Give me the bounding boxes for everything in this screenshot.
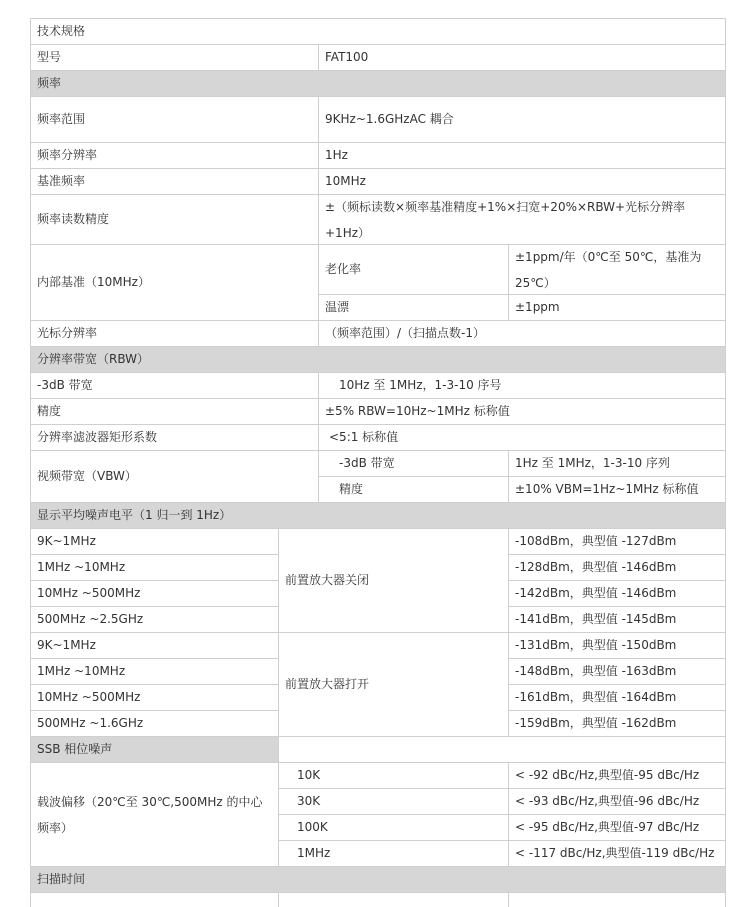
row-label: 频率分辨率 xyxy=(37,148,98,162)
row-label: 10MHz ~500MHz xyxy=(37,586,141,600)
row-label: 光标分辨率 xyxy=(37,326,98,340)
row-sublabel: -3dB 带宽 xyxy=(339,456,395,470)
grid-line xyxy=(725,788,726,814)
row-value: -142dBm，典型值 -146dBm xyxy=(515,586,677,600)
row-value: -131dBm，典型值 -150dBm xyxy=(515,638,677,652)
grid-line xyxy=(725,424,726,450)
grid-line xyxy=(725,840,726,866)
grid-line xyxy=(725,96,726,142)
row-sublabel: 老化率 xyxy=(325,262,362,276)
grid-line xyxy=(725,70,726,96)
row-value: ±5% RBW=10Hz~1MHz 标称值 xyxy=(325,404,510,418)
row-value: 10MHz xyxy=(325,174,366,188)
row-value: （频率范围）/（扫描点数-1） xyxy=(325,326,486,340)
row-sublabel: 10K xyxy=(297,768,321,782)
grid-line xyxy=(725,528,726,554)
row-value: < -93 dBc/Hz,典型值-96 dBc/Hz xyxy=(515,794,700,808)
grid-line xyxy=(725,554,726,580)
grid-line xyxy=(725,580,726,606)
grid-line xyxy=(725,658,726,684)
grid-line xyxy=(725,736,726,762)
row-sublabel: 1MHz xyxy=(297,846,331,860)
grid-line xyxy=(725,372,726,398)
row-value: ±（频标读数×频率基准精度+1%×扫宽+20%×RBW+光标分辨率+1Hz） xyxy=(325,199,686,240)
row-value: ±1ppm/年（0℃至 50℃，基准为 25℃） xyxy=(515,249,702,290)
row-label: 9K~1MHz xyxy=(37,638,96,652)
row-value: < -92 dBc/Hz,典型值-95 dBc/Hz xyxy=(515,768,700,782)
row-label: 频率范围 xyxy=(37,112,86,126)
grid-line xyxy=(725,294,726,320)
row-value: 1Hz xyxy=(325,148,348,162)
grid-line xyxy=(725,450,726,476)
row-label: 频率读数精度 xyxy=(37,212,110,226)
grid-line xyxy=(725,762,726,788)
spec-title: 技术规格 xyxy=(37,24,86,38)
row-label: 视频带宽（VBW） xyxy=(37,469,137,483)
grid-line xyxy=(725,44,726,70)
grid-line xyxy=(725,684,726,710)
section-header: 扫描时间 xyxy=(31,867,725,892)
grid-line xyxy=(725,892,726,907)
row-value: < -95 dBc/Hz,典型值-97 dBc/Hz xyxy=(515,820,700,834)
grid-line xyxy=(725,320,726,346)
row-value: 9KHz~1.6GHzAC 耦合 xyxy=(325,112,454,126)
section-header: 显示平均噪声电平（1 归一到 1Hz） xyxy=(31,503,725,528)
row-label: 9K~1MHz xyxy=(37,534,96,548)
row-value: -161dBm，典型值 -164dBm xyxy=(515,690,677,704)
row-value: <5:1 标称值 xyxy=(329,430,399,444)
grid-line xyxy=(30,892,726,893)
row-label: 1MHz ~10MHz xyxy=(37,664,126,678)
row-value: 1Hz 至 1MHz，1-3-10 序列 xyxy=(515,456,670,470)
grid-line xyxy=(725,502,726,528)
row-sublabel: 100K xyxy=(297,820,328,834)
section-header: 分辨率带宽（RBW） xyxy=(31,347,725,372)
section-header: 频率 xyxy=(31,71,725,96)
row-value: ±1ppm xyxy=(515,300,560,314)
row-label: 内部基准（10MHz） xyxy=(37,275,150,289)
row-label: 型号 xyxy=(37,50,62,64)
blank-cell xyxy=(279,737,725,762)
row-sublabel: 前置放大器打开 xyxy=(285,677,370,691)
row-label: 1MHz ~10MHz xyxy=(37,560,126,574)
row-label: 500MHz ~1.6GHz xyxy=(37,716,144,730)
grid-line xyxy=(725,866,726,892)
row-sublabel: 前置放大器关闭 xyxy=(285,573,370,587)
row-sublabel: 30K xyxy=(297,794,321,808)
grid-line xyxy=(725,244,726,294)
grid-line xyxy=(725,194,726,244)
row-value: ±10% VBM=1Hz~1MHz 标称值 xyxy=(515,482,699,496)
row-label: 500MHz ~2.5GHz xyxy=(37,612,144,626)
grid-line xyxy=(725,476,726,502)
section-header: SSB 相位噪声 xyxy=(31,737,278,762)
row-label: 10MHz ~500MHz xyxy=(37,690,141,704)
grid-line xyxy=(725,606,726,632)
grid-line xyxy=(725,814,726,840)
row-label: 精度 xyxy=(37,404,62,418)
row-value: < -117 dBc/Hz,典型值-119 dBc/Hz xyxy=(515,846,715,860)
row-value: -128dBm，典型值 -146dBm xyxy=(515,560,677,574)
grid-line xyxy=(30,892,31,907)
grid-line xyxy=(278,892,279,907)
row-value: -159dBm，典型值 -162dBm xyxy=(515,716,677,730)
grid-line xyxy=(725,632,726,658)
row-label: -3dB 带宽 xyxy=(37,378,93,392)
row-value: -108dBm，典型值 -127dBm xyxy=(515,534,677,548)
grid-line xyxy=(725,346,726,372)
row-value: 10Hz 至 1MHz，1-3-10 序号 xyxy=(339,378,502,392)
grid-line xyxy=(508,892,509,907)
row-value: -141dBm，典型值 -145dBm xyxy=(515,612,677,626)
grid-line xyxy=(725,18,726,44)
row-sublabel: 温漂 xyxy=(325,300,350,314)
grid-line xyxy=(725,168,726,194)
row-label: 分辨率滤波器矩形系数 xyxy=(37,430,158,444)
row-value: -148dBm，典型值 -163dBm xyxy=(515,664,677,678)
row-label: 基准频率 xyxy=(37,174,86,188)
grid-line xyxy=(725,710,726,736)
row-label: 载波偏移（20℃至 30℃,500MHz 的中心频率） xyxy=(37,794,263,835)
grid-line xyxy=(725,398,726,424)
row-sublabel: 精度 xyxy=(339,482,364,496)
grid-line xyxy=(725,142,726,168)
row-value: FAT100 xyxy=(325,50,369,64)
